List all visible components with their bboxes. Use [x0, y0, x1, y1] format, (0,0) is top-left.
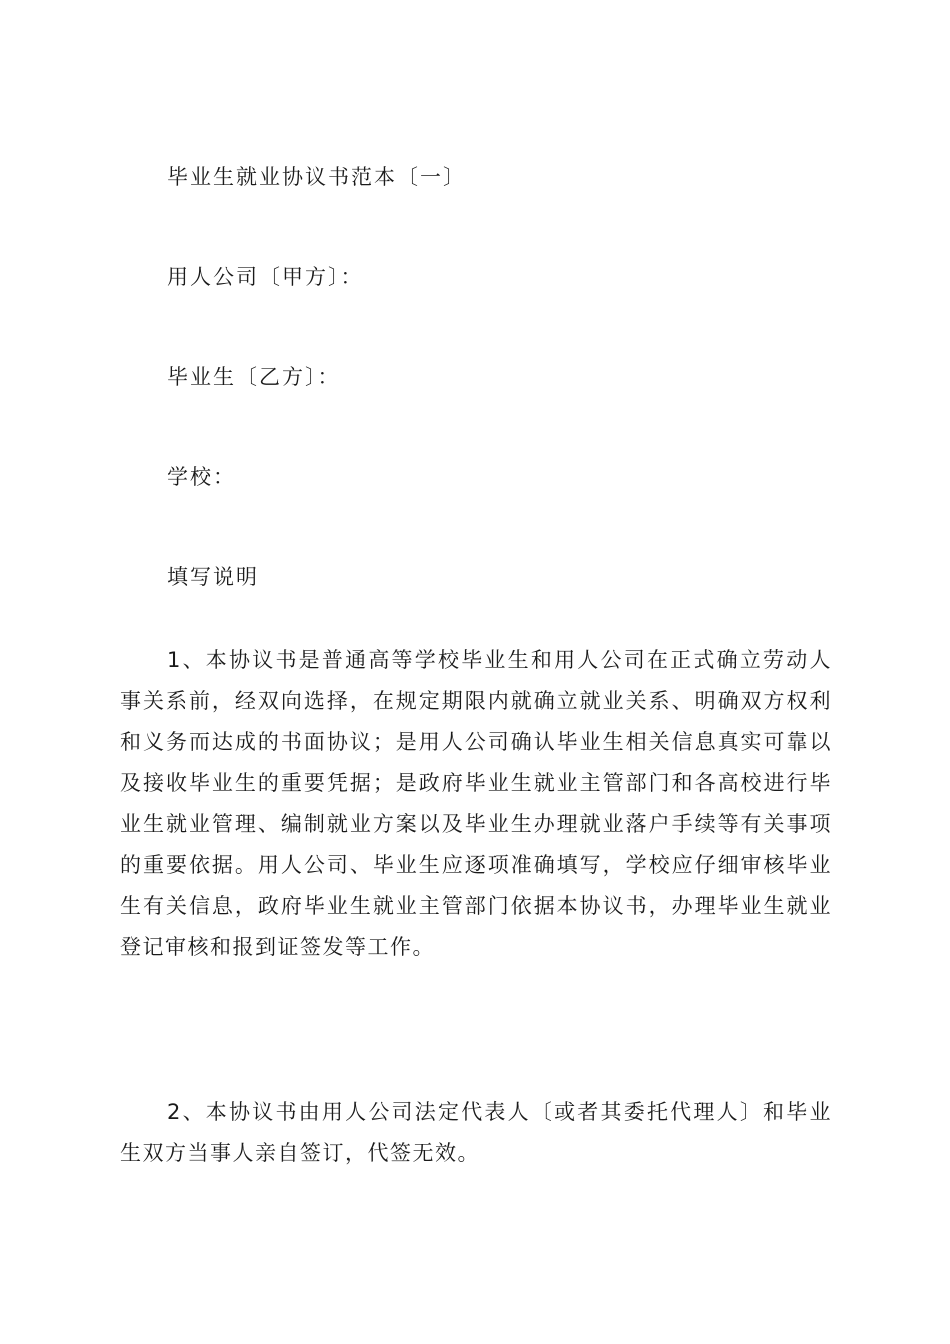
graduate-field-label: 毕业生〔乙方〕：	[167, 365, 341, 389]
employer-field-label: 用人公司〔甲方〕：	[167, 265, 364, 289]
instructions-heading: 填写说明	[167, 565, 259, 589]
instruction-paragraph-2: 2、本协议书由用人公司法定代表人〔或者其委托代理人〕和毕业生双方当事人亲自签订，代签无效。	[120, 1100, 832, 1165]
school-field-label: 学校：	[167, 465, 236, 489]
document-title: 毕业生就业协议书范本〔一〕	[167, 165, 466, 189]
instruction-paragraph-1: 1、本协议书是普通高等学校毕业生和用人公司在正式确立劳动人事关系前，经双向选择，在规定期限内就确立就业关系、明确双方权利和义务而达成的书面协议；是用人公司确认毕业生相关信息真实可靠以及接收毕业生的重要凭据；是政府毕业生就业主管部门和各高校进行毕业生就业管理、编制就业方案以及毕业生办理就业落户手续等有关事项的重要依据。用人公司、毕业生应逐项准确填写，学校应仔细审核毕业生有关信息，政府毕业生就业主管部门依据本协议书，办理毕业生就业登记审核和报到证签发等工作。	[120, 648, 832, 959]
